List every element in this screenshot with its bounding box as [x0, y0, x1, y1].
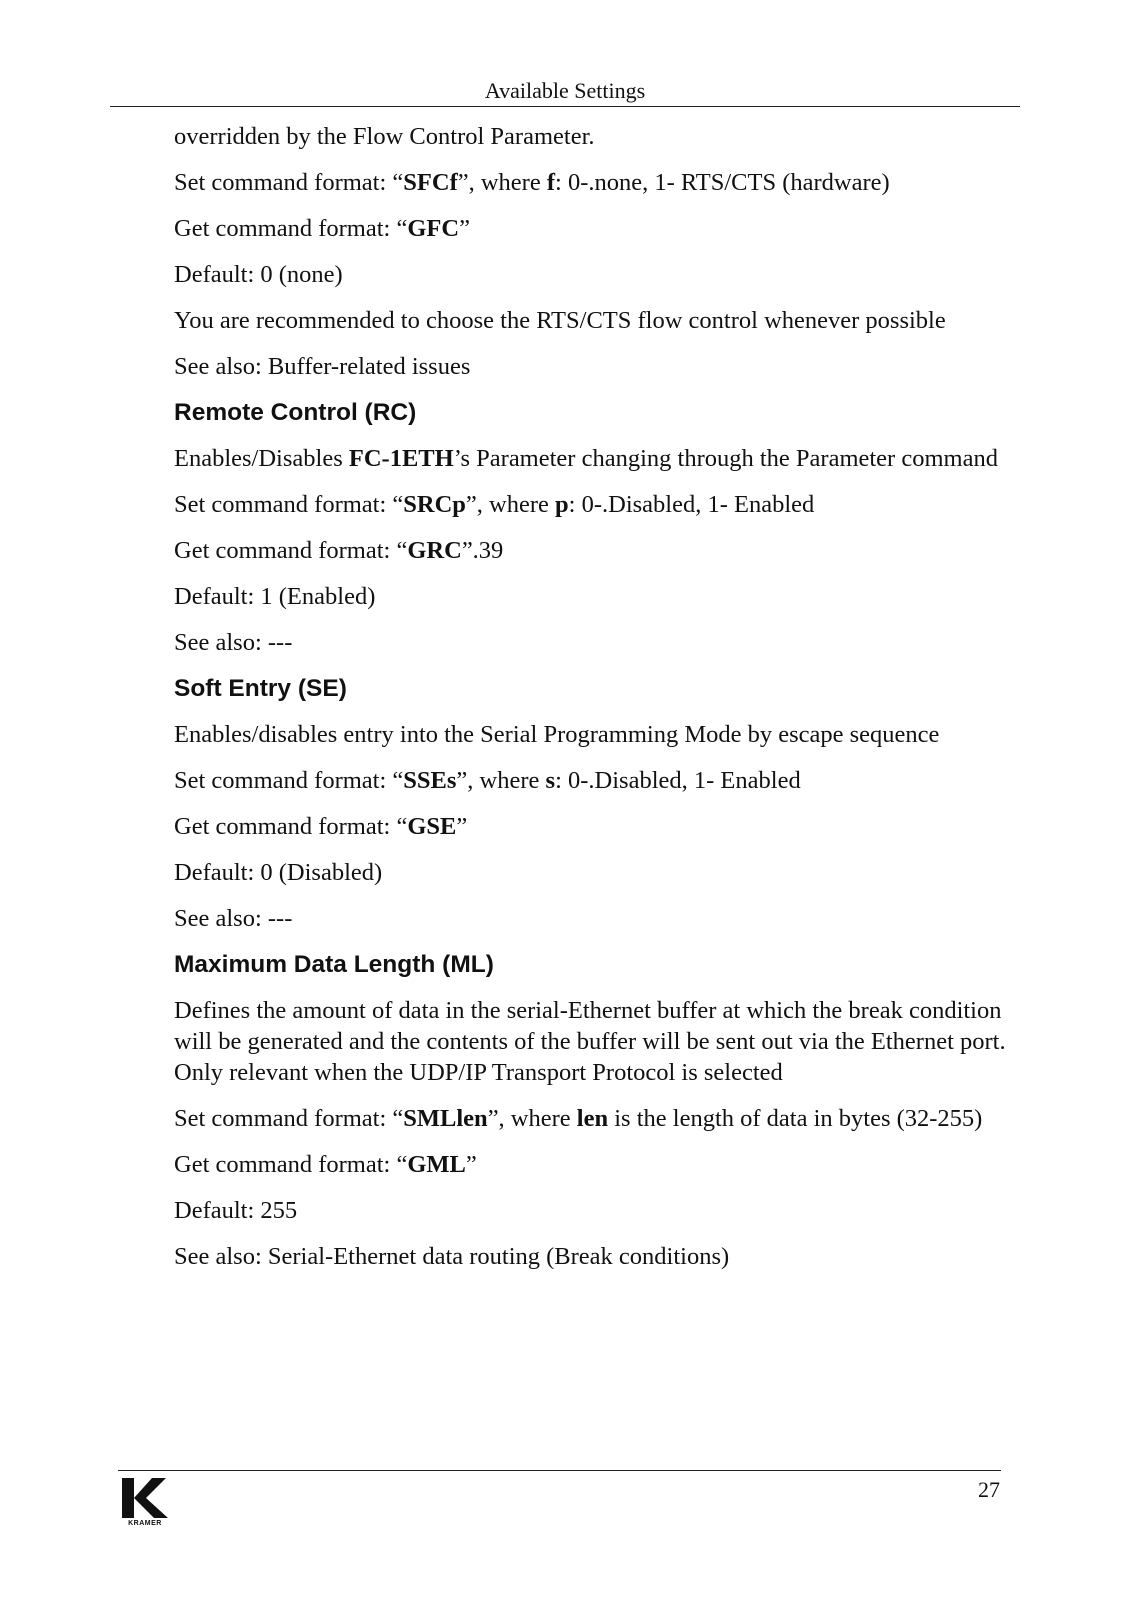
footer-rule: [118, 1470, 1001, 1471]
text-run: overridden by the Flow Control Parameter.: [174, 123, 595, 150]
text-run: See also: ---: [174, 629, 293, 656]
bold-term: FC-1ETH: [348, 445, 454, 472]
section-heading: Remote Control (RC): [174, 399, 417, 426]
body-paragraph: [174, 627, 1014, 658]
text-run: ”: [465, 1151, 477, 1178]
running-header: Available Settings: [484, 78, 646, 103]
section-heading: Maximum Data Length (ML): [174, 951, 494, 978]
text-run: Enables/Disables: [174, 445, 349, 472]
bold-term: f: [546, 169, 556, 196]
body-paragraph: [174, 489, 1014, 520]
body-paragraph: [174, 765, 1014, 796]
text-run: ”, where: [457, 169, 547, 196]
body-paragraph: [174, 1103, 1014, 1134]
bold-term: len: [576, 1105, 609, 1132]
text-run: See also: Buffer-related issues: [174, 353, 471, 380]
bold-term: SSEs: [403, 767, 457, 794]
text-run: ”: [459, 215, 470, 242]
body-paragraph: [174, 1149, 1014, 1180]
logo-wordmark: KRAMER: [128, 1520, 162, 1527]
body-paragraph: [174, 167, 1014, 198]
header-rule: [110, 106, 1020, 107]
text-run: Default: 0 (none): [174, 261, 343, 288]
text-run: Get command format: “: [174, 1151, 408, 1178]
bold-term: SFCf: [403, 169, 458, 196]
text-run: : 0-.Disabled, 1- Enabled: [568, 491, 815, 518]
body-paragraph: [174, 857, 1014, 888]
bold-term: s: [545, 767, 556, 794]
page-content: [174, 121, 1014, 1287]
page-number: 27: [978, 1477, 1000, 1502]
body-paragraph: [174, 535, 1014, 566]
body-paragraph: [174, 811, 1014, 842]
text-run: Default: 1 (Enabled): [174, 583, 376, 610]
text-run: is the length of data in bytes (32-255): [608, 1105, 983, 1132]
text-run: Set command format: “: [174, 491, 404, 518]
bold-term: GRC: [407, 537, 462, 564]
text-run: Set command format: “: [174, 1105, 404, 1132]
body-paragraph: [174, 121, 1014, 152]
text-run: Defines the amount of data in the serial-Ethernet buffer at which the break condition will be generated and the contents of the buffer will be sent out via the Ethernet port. Only relevant when the UDP/IP Transport Protocol is selected: [174, 997, 1006, 1086]
text-run: Get command format: “: [174, 215, 408, 242]
body-paragraph: [174, 351, 1014, 382]
text-run: Default: 0 (Disabled): [174, 859, 383, 886]
text-run: ”: [456, 813, 468, 840]
text-run: Default: 255: [174, 1197, 298, 1224]
text-run: Get command format: “: [174, 813, 408, 840]
text-run: See also: Serial-Ethernet data routing (Break conditions): [174, 1243, 730, 1270]
text-run: ”.39: [461, 537, 504, 564]
body-paragraph: [174, 581, 1014, 612]
text-run: Set command format: “: [174, 169, 404, 196]
text-run: : 0-.Disabled, 1- Enabled: [555, 767, 801, 794]
bold-term: SMLlen: [403, 1105, 488, 1132]
text-run: See also: ---: [174, 905, 293, 932]
text-run: ”, where: [487, 1105, 577, 1132]
text-run: ”, where: [456, 767, 546, 794]
body-paragraph: [174, 719, 1014, 750]
body-paragraph: [174, 443, 1014, 474]
bold-term: p: [555, 491, 569, 518]
text-run: : 0-.none, 1- RTS/CTS (hardware): [555, 169, 890, 196]
body-paragraph: [174, 305, 1014, 336]
bold-term: GML: [407, 1151, 466, 1178]
bold-term: GFC: [407, 215, 460, 242]
bold-term: SRCp: [403, 491, 466, 518]
text-run: ”, where: [465, 491, 556, 518]
text-run: You are recommended to choose the RTS/CTS flow control whenever possible: [174, 307, 946, 334]
body-paragraph: [174, 995, 1014, 1088]
text-run: Get command format: “: [174, 537, 408, 564]
body-paragraph: [174, 259, 1014, 290]
body-paragraph: [174, 903, 1014, 934]
text-run: ’s Parameter changing through the Parameter command: [453, 445, 998, 472]
text-run: Set command format: “: [174, 767, 404, 794]
bold-term: GSE: [407, 813, 457, 840]
text-run: Enables/disables entry into the Serial Programming Mode by escape sequence: [174, 721, 940, 748]
body-paragraph: [174, 1241, 1014, 1272]
body-paragraph: [174, 213, 1014, 244]
body-paragraph: [174, 1195, 1014, 1226]
section-heading: Soft Entry (SE): [174, 675, 347, 702]
